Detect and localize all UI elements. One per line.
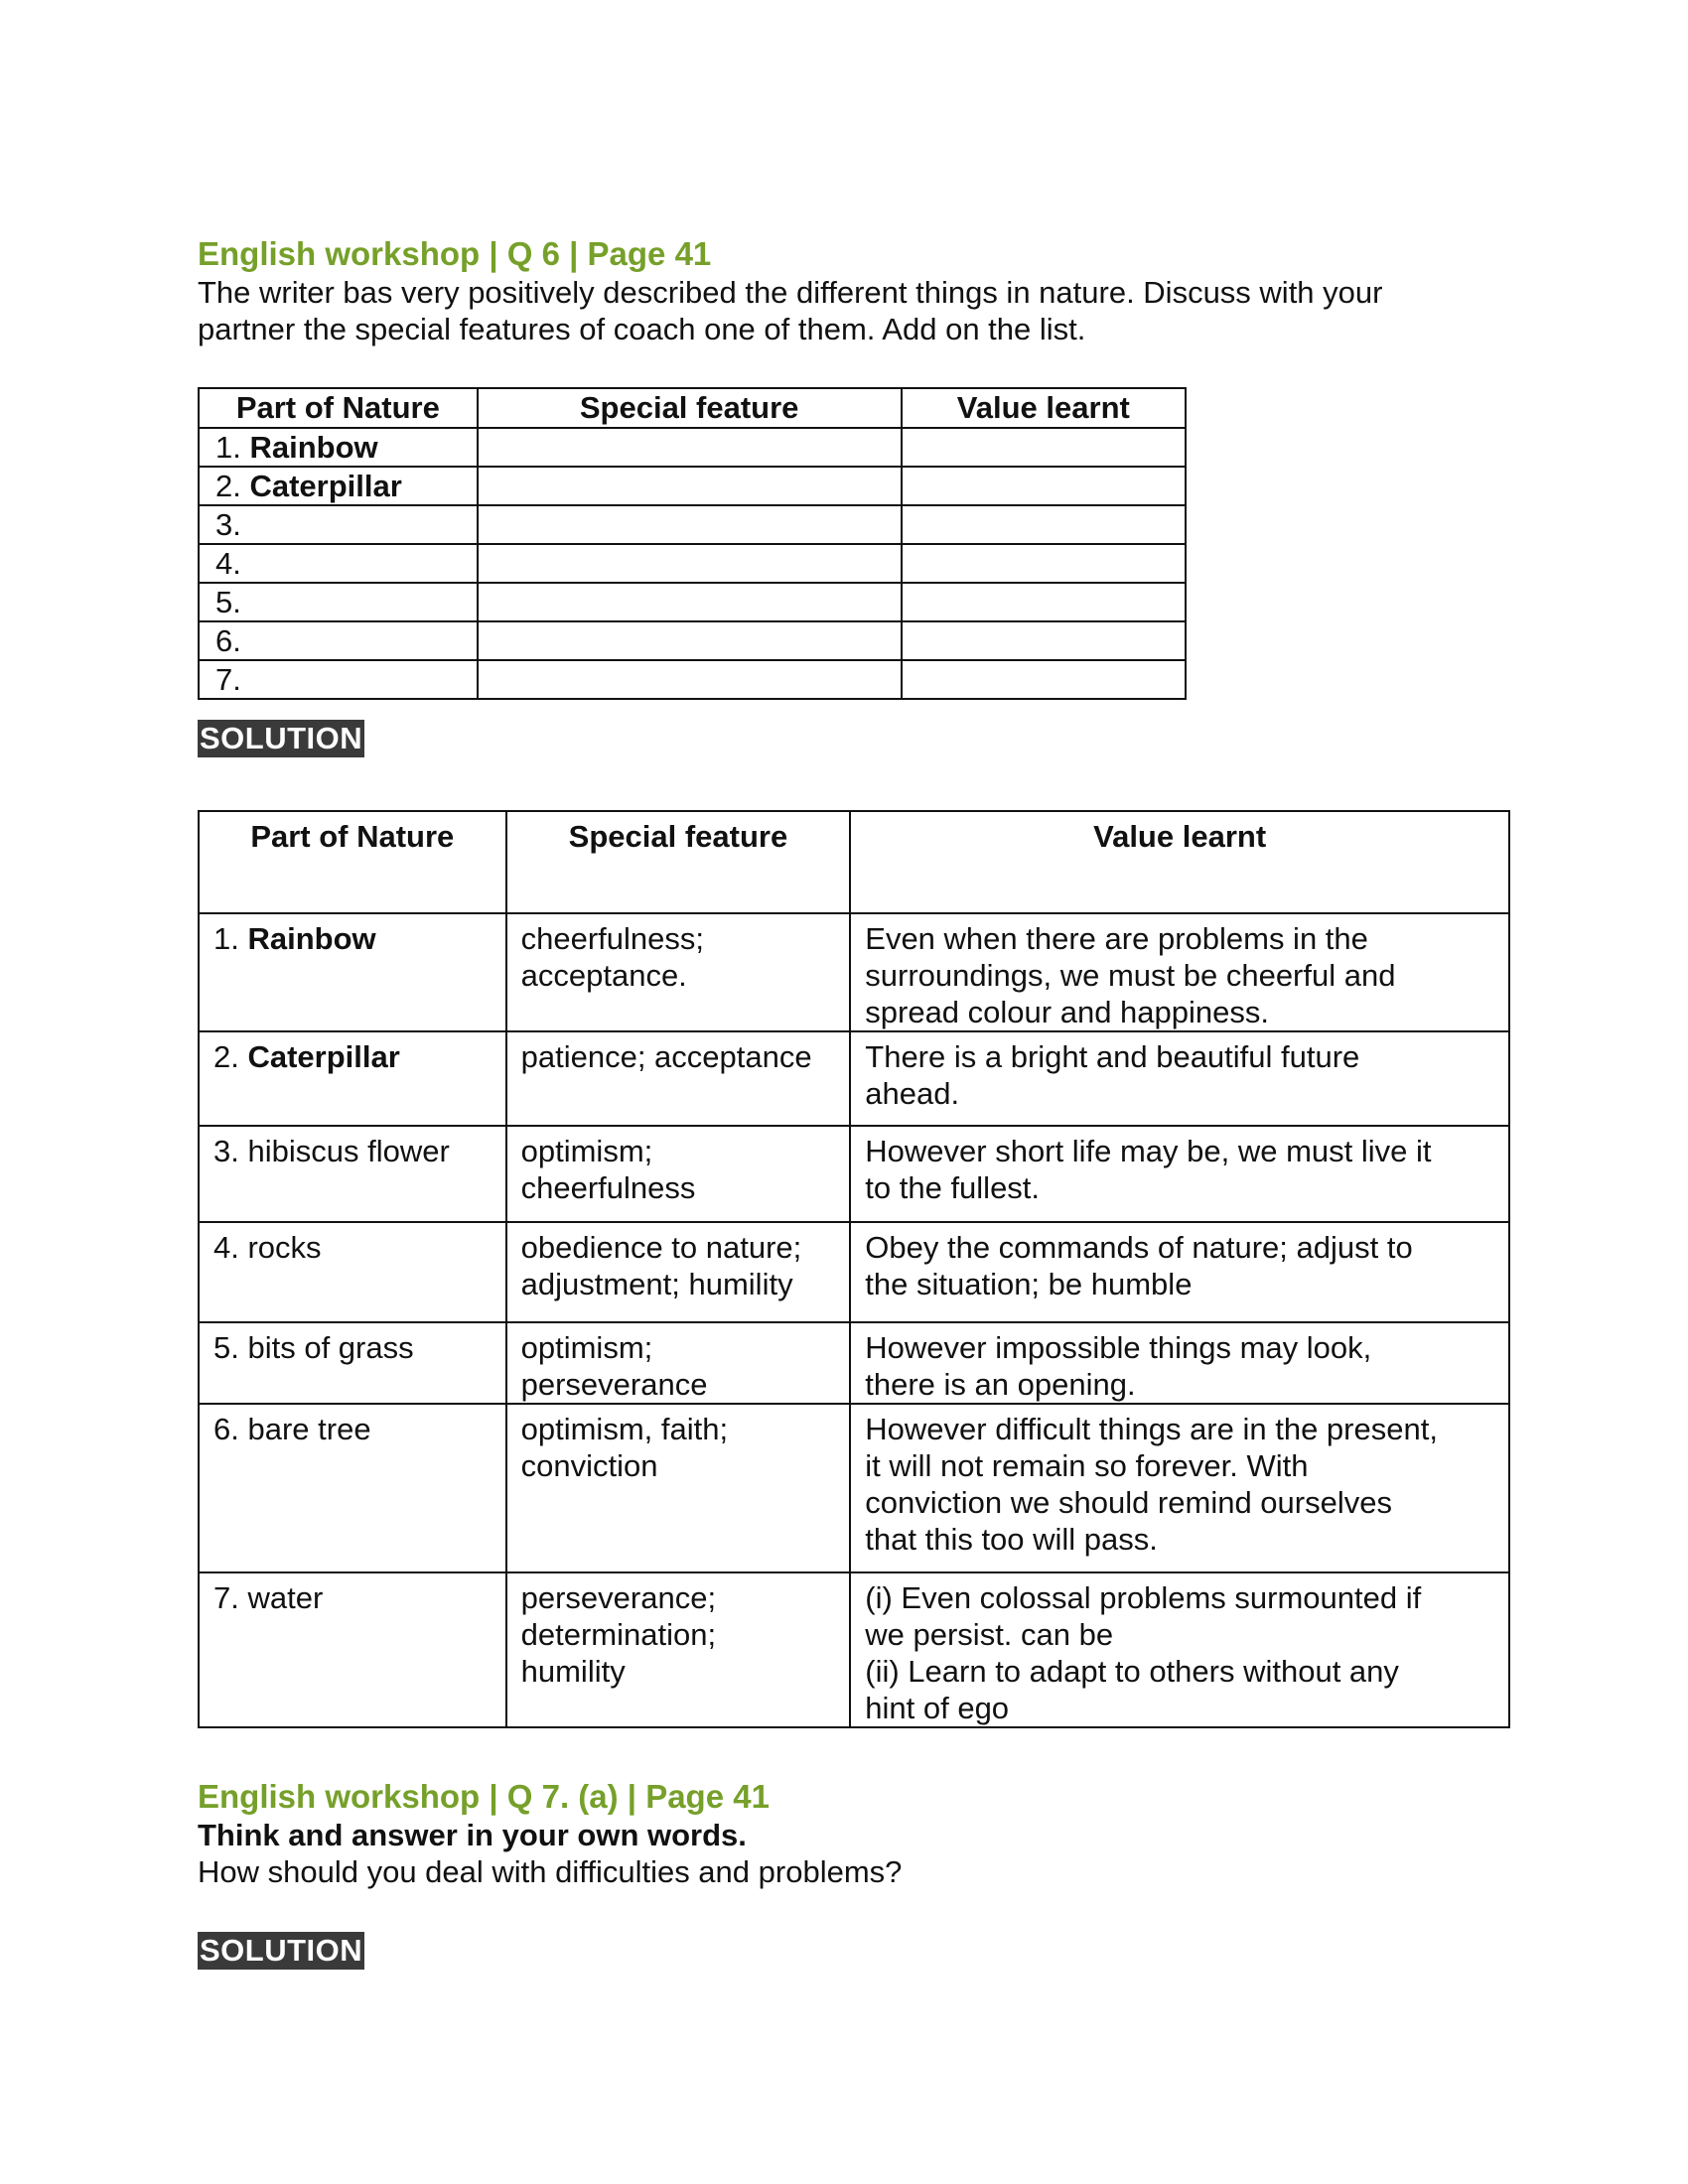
table-row bbox=[199, 1222, 1509, 1322]
value-line: spread colour and happiness. bbox=[865, 995, 1269, 1029]
row-name: water bbox=[247, 1580, 324, 1615]
cell-value-learnt bbox=[850, 1126, 1509, 1222]
cell-special-feature bbox=[506, 1222, 851, 1322]
cell-value-learnt bbox=[850, 1572, 1509, 1727]
table-row bbox=[199, 583, 1186, 621]
value-line: it will not remain so forever. With bbox=[865, 1448, 1309, 1483]
row-number: 5. bbox=[215, 585, 241, 619]
value-line: However impossible things may look, bbox=[865, 1330, 1372, 1365]
cell-special-feature bbox=[506, 913, 851, 1031]
feature-line: conviction bbox=[520, 1448, 658, 1483]
q6-heading: English workshop | Q 6 | Page 41 bbox=[198, 235, 712, 272]
value-line: conviction we should remind ourselves bbox=[865, 1485, 1392, 1520]
row-number: 7. bbox=[215, 662, 241, 697]
cell-value-learnt bbox=[850, 1322, 1509, 1404]
row-name: Caterpillar bbox=[249, 469, 402, 503]
row-number: 2. bbox=[213, 1039, 239, 1074]
value-line: (ii) Learn to adapt to others without any bbox=[865, 1654, 1399, 1689]
cell-special-feature bbox=[506, 1322, 851, 1404]
row-name: bare tree bbox=[247, 1412, 371, 1446]
row-number: 1. bbox=[215, 430, 241, 465]
feature-line: perseverance bbox=[520, 1367, 708, 1402]
row-name: Rainbow bbox=[249, 430, 378, 465]
header-value-learnt: Value learnt bbox=[902, 388, 1186, 428]
row-name: rocks bbox=[247, 1230, 322, 1265]
row-number: 2. bbox=[215, 469, 241, 503]
cell-special-feature bbox=[506, 1126, 851, 1222]
cell-part-of-nature bbox=[199, 1404, 506, 1572]
table-row bbox=[199, 1031, 1509, 1126]
cell-special-feature bbox=[506, 1572, 851, 1727]
row-number: 5. bbox=[213, 1330, 239, 1365]
cell-value-learnt bbox=[850, 1404, 1509, 1572]
row-name: hibiscus flower bbox=[247, 1134, 450, 1168]
row-number: 1. bbox=[213, 921, 239, 956]
table-header-row bbox=[199, 388, 1186, 428]
feature-line: patience; acceptance bbox=[520, 1039, 812, 1074]
feature-line: perseverance; bbox=[520, 1580, 717, 1615]
solution-label: SOLUTION bbox=[200, 721, 363, 755]
row-number: 3. bbox=[215, 507, 241, 542]
table-header-row bbox=[199, 811, 1509, 913]
row-number: 4. bbox=[213, 1230, 239, 1265]
feature-line: cheerfulness bbox=[520, 1170, 696, 1205]
value-line: (i) Even colossal problems surmounted if bbox=[865, 1580, 1422, 1615]
value-line: Obey the commands of nature; adjust to bbox=[865, 1230, 1413, 1265]
row-number: 4. bbox=[215, 546, 241, 581]
table-row bbox=[199, 1126, 1509, 1222]
header-part-of-nature: Part of Nature bbox=[199, 811, 506, 913]
table-row bbox=[199, 1404, 1509, 1572]
value-line: that this too will pass. bbox=[865, 1522, 1158, 1557]
value-line: ahead. bbox=[865, 1076, 960, 1111]
feature-line: optimism; bbox=[520, 1330, 653, 1365]
row-number: 6. bbox=[213, 1412, 239, 1446]
q7-question: How should you deal with difficulties and problems? bbox=[198, 1854, 903, 1889]
table-row bbox=[199, 913, 1509, 1031]
cell-part-of-nature bbox=[199, 1222, 506, 1322]
table-row bbox=[199, 621, 1186, 660]
row-number: 7. bbox=[213, 1580, 239, 1615]
header-special-feature: Special feature bbox=[506, 811, 851, 913]
value-line: the situation; be humble bbox=[865, 1267, 1193, 1301]
solution-table bbox=[198, 810, 1510, 1728]
feature-line: optimism; bbox=[520, 1134, 653, 1168]
table-row bbox=[199, 544, 1186, 583]
value-line: There is a bright and beautiful future bbox=[865, 1039, 1360, 1074]
q6-blank-table bbox=[198, 387, 1187, 700]
cell-value-learnt bbox=[850, 913, 1509, 1031]
table-row bbox=[199, 660, 1186, 699]
cell-value-learnt bbox=[850, 1031, 1509, 1126]
header-special-feature: Special feature bbox=[478, 388, 902, 428]
q6-text-line-1: The writer bas very positively described the different things in nature. Discuss with your bbox=[198, 275, 1383, 310]
cell-part-of-nature bbox=[199, 913, 506, 1031]
cell-special-feature bbox=[506, 1404, 851, 1572]
value-line: there is an opening. bbox=[865, 1367, 1136, 1402]
cell-part-of-nature bbox=[199, 1322, 506, 1404]
value-line: However difficult things are in the present, bbox=[865, 1412, 1438, 1446]
table-row bbox=[199, 428, 1186, 467]
feature-line: obedience to nature; bbox=[520, 1230, 802, 1265]
row-name: Rainbow bbox=[247, 921, 376, 956]
cell-part-of-nature bbox=[199, 1126, 506, 1222]
table-row bbox=[199, 1572, 1509, 1727]
table-row bbox=[199, 505, 1186, 544]
value-line: Even when there are problems in the bbox=[865, 921, 1368, 956]
feature-line: determination; bbox=[520, 1617, 717, 1652]
cell-special-feature bbox=[506, 1031, 851, 1126]
q7-heading: English workshop | Q 7. (a) | Page 41 bbox=[198, 1778, 770, 1815]
feature-line: optimism, faith; bbox=[520, 1412, 729, 1446]
row-name: Caterpillar bbox=[247, 1039, 400, 1074]
solution-label: SOLUTION bbox=[200, 1933, 363, 1968]
value-line: to the fullest. bbox=[865, 1170, 1041, 1205]
feature-line: humility bbox=[520, 1654, 626, 1689]
header-part-of-nature: Part of Nature bbox=[199, 388, 478, 428]
table-row bbox=[199, 1322, 1509, 1404]
feature-line: cheerfulness; bbox=[520, 921, 705, 956]
q7-subheading: Think and answer in your own words. bbox=[198, 1818, 747, 1852]
value-line: However short life may be, we must live it bbox=[865, 1134, 1432, 1168]
feature-line: adjustment; humility bbox=[520, 1267, 793, 1301]
value-line: hint of ego bbox=[865, 1691, 1010, 1725]
table-row bbox=[199, 467, 1186, 505]
row-number: 3. bbox=[213, 1134, 239, 1168]
row-number: 6. bbox=[215, 623, 241, 658]
cell-part-of-nature bbox=[199, 1031, 506, 1126]
cell-value-learnt bbox=[850, 1222, 1509, 1322]
feature-line: acceptance. bbox=[520, 958, 687, 993]
row-name: bits of grass bbox=[247, 1330, 414, 1365]
q6-text-line-2: partner the special features of coach one of them. Add on the list. bbox=[198, 312, 1086, 346]
value-line: we persist. can be bbox=[865, 1617, 1114, 1652]
header-value-learnt: Value learnt bbox=[850, 811, 1509, 913]
value-line: surroundings, we must be cheerful and bbox=[865, 958, 1396, 993]
cell-part-of-nature bbox=[199, 1572, 506, 1727]
